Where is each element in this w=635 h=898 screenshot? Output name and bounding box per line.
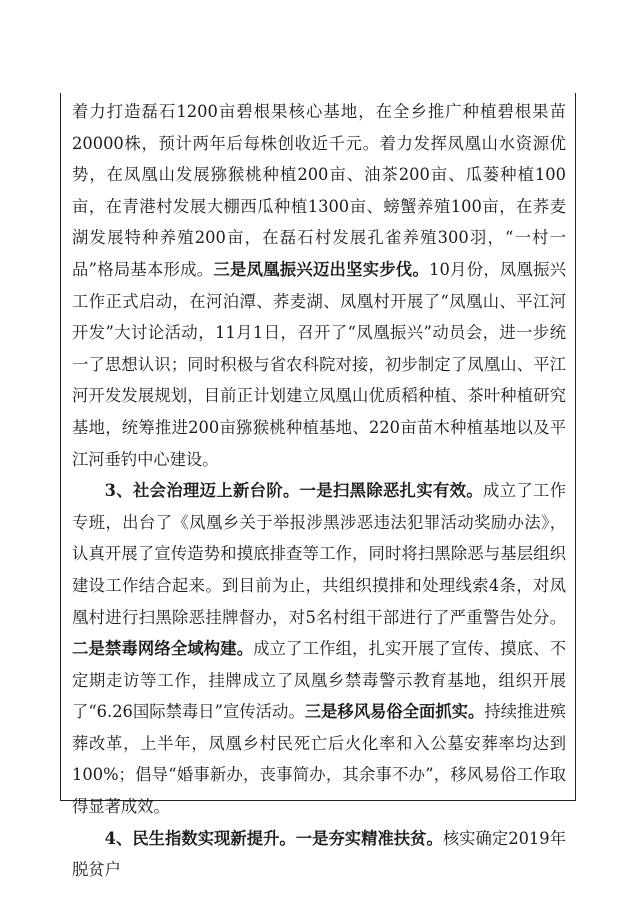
paragraph bbox=[72, 475, 566, 823]
bold-heading-text: 3、社会治理迈上新台阶。一是扫黑除恶扎实有效。 bbox=[104, 481, 484, 501]
body-text: 成立了工作专班，出台了《凤凰乡关于举报涉黑涉恶违法犯罪活动奖励办法》，认真开展了宣传造势和摸底排查等工作，同时将扫黑除恶与基层组织建设工作结合起来。到目前为止，共组织摸排和处理线索4条，对凤凰村进行扫黑除恶挂牌督办，对5名村组干部进行了严重警告处分。 bbox=[72, 481, 566, 627]
body-text: 核实确定2019年脱贫户 bbox=[72, 828, 566, 880]
body-text: 持续推进殡葬改革，上半年，凤凰乡村民死亡后火化率和入公墓安葬率均达到100%；倡导“婚事新办，丧事简办，其余事不办”，移风易俗工作取得显著成效。 bbox=[72, 702, 566, 817]
paragraph bbox=[72, 96, 566, 475]
document-body bbox=[72, 96, 566, 886]
bold-heading-text: 4、民生指数实现新提升。一是夯实精准扶贫。 bbox=[104, 828, 443, 848]
body-text: 10月份，凤凰振兴工作正式启动，在河泊潭、荞麦湖、凤凰村开展了“凤凰山、平江河开发”大讨论活动，11月1日，召开了“凤凰振兴”动员会，进一步统一了思想认识；同时积极与省农科院对接，初步制定了凤凰山、平江河开发发展规划，目前正计划建立凤凰山优质稻种植、茶叶种植研究基地，统筹推进200亩猕猴桃种植基地、220亩苗木种植基地以及平江河垂钓中心建设。 bbox=[72, 259, 566, 469]
body-text: 成立了工作组，扎实开展了宣传、摸底、不定期走访等工作，挂牌成立了凤凰乡禁毒警示教育基地，组织开展了“6.26国际禁毒日”宣传活动。 bbox=[72, 639, 566, 722]
body-text: 着力打造磊石1200亩碧根果核心基地，在全乡推广种植碧根果苗20000株，预计两年后每株创收近千元。着力发挥凤凰山水资源优势，在凤凰山发展猕猴桃种植200亩、油茶200亩、瓜蒌种植100亩，在青港村发展大棚西瓜种植1300亩、螃蟹养殖100亩，在荞麦湖发展特种养殖200亩，在磊石村发展孔雀养殖300羽，“一村一品”格局基本形成。 bbox=[72, 102, 566, 279]
bold-heading-text: 三是移风易俗全面抓实。 bbox=[304, 702, 485, 722]
bold-heading-text: 二是禁毒网络全域构建。 bbox=[72, 639, 254, 659]
bold-heading-text: 三是凤凰振兴迈出坚实步伐。 bbox=[213, 259, 430, 279]
paragraph bbox=[72, 823, 566, 886]
